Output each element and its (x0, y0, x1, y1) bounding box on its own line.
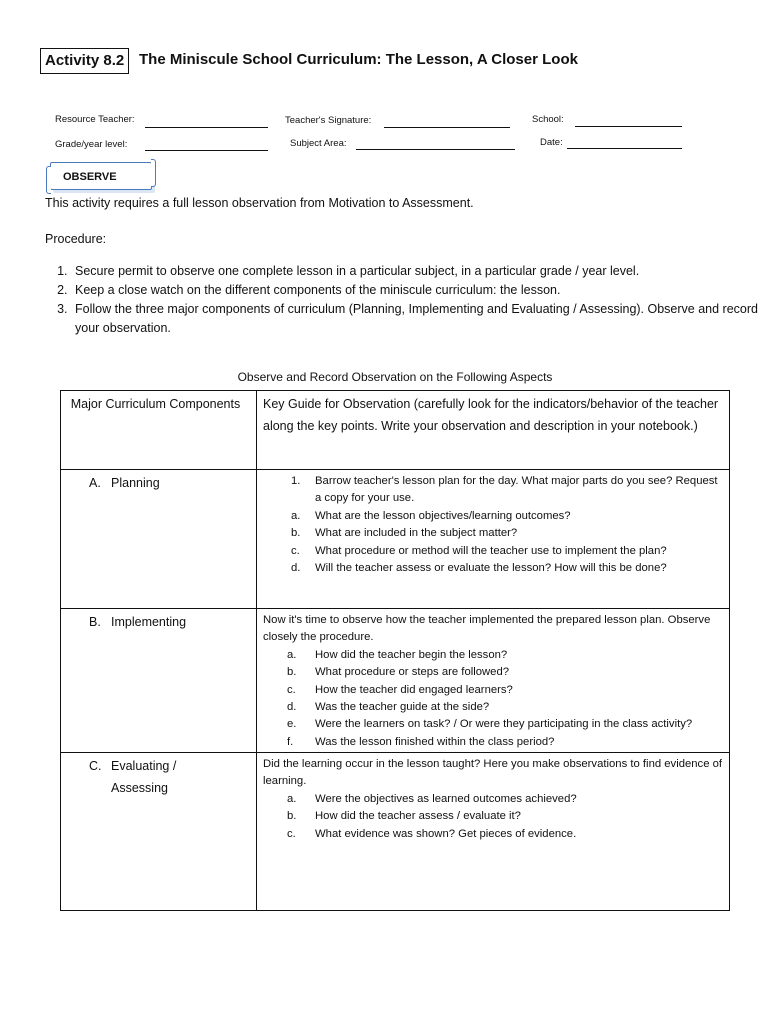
procedure-heading: Procedure: (45, 232, 107, 246)
implementing-list (263, 647, 723, 751)
component-implementing (61, 609, 257, 753)
list-item: 1. Barrow teacher's lesson plan for the day. What major parts do you see? Request a copy for your use. (291, 475, 718, 505)
guide-implementing[interactable] (257, 609, 730, 753)
list-item: b. What procedure or steps are followed? (287, 666, 510, 679)
list-item: c. What procedure or method will the teacher use to implement the plan? (291, 544, 667, 557)
procedure-list (25, 262, 768, 338)
grade-level-label: Grade/year level: (55, 139, 128, 150)
list-item: a. How did the teacher begin the lesson? (287, 648, 508, 661)
table-caption: Observe and Record Observation on the Following Aspects (237, 370, 553, 384)
component-letter: C. (89, 759, 102, 773)
component-letter: A. (89, 476, 101, 490)
procedure-step: 2. Keep a close watch on the different components of the miniscule curriculum: the lesson. (71, 281, 768, 300)
observation-table (60, 390, 730, 911)
table-row-planning (61, 470, 730, 609)
school-label: School: (532, 114, 564, 125)
list-item: b. What are included in the subject matter? (291, 527, 518, 540)
implementing-intro: Now it's time to observe how the teacher implemented the prepared lesson plan. Observe closely the procedure. (263, 614, 711, 644)
list-item: f. Was the lesson finished within the class period? (287, 735, 555, 748)
activity-label: Activity 8.2 (40, 48, 129, 74)
component-label: Evaluating / (111, 759, 177, 773)
col2-header: Key Guide for Observation (carefully look for the indicators/behavior of the teacher along the key points. Write your observation and description in your notebook.) (257, 391, 730, 470)
teacher-signature-label: Teacher's Signature: (285, 115, 372, 126)
component-planning (61, 470, 257, 609)
date-label: Date: (540, 137, 563, 148)
list-item: c. What evidence was shown? Get pieces of evidence. (287, 827, 577, 840)
evaluating-list (263, 791, 723, 843)
subject-area-line[interactable] (356, 149, 515, 150)
list-item: a. What are the lesson objectives/learning outcomes? (291, 509, 571, 522)
list-item: b. How did the teacher assess / evaluate it? (287, 810, 521, 823)
list-item: d. Will the teacher assess or evaluate the lesson? How will this be done? (291, 562, 667, 575)
page-title: The Miniscule School Curriculum: The Lesson, A Closer Look (139, 51, 578, 68)
guide-planning[interactable] (257, 470, 730, 609)
guide-evaluating[interactable] (257, 753, 730, 911)
component-label: Implementing (111, 615, 187, 629)
col1-header: Major Curriculum Components (61, 391, 257, 470)
teacher-signature-line[interactable] (384, 127, 510, 128)
table-row-implementing (61, 609, 730, 753)
planning-list (263, 473, 723, 577)
component-letter: B. (89, 615, 101, 629)
subject-area-label: Subject Area: (290, 138, 347, 149)
list-item: a. Were the objectives as learned outcomes achieved? (287, 792, 577, 805)
date-line[interactable] (567, 148, 682, 149)
school-line[interactable] (575, 126, 682, 127)
component-label-line2: Assessing (111, 781, 168, 795)
list-item: c. How the teacher did engaged learners? (287, 683, 513, 696)
intro-text: This activity requires a full lesson observation from Motivation to Assessment. (45, 196, 474, 210)
grade-level-line[interactable] (145, 150, 268, 151)
observe-tag: OBSERVE (50, 162, 152, 190)
resource-teacher-label: Resource Teacher: (55, 114, 135, 125)
component-evaluating (61, 753, 257, 911)
table-row-evaluating (61, 753, 730, 911)
procedure-step: 1. Secure permit to observe one complete lesson in a particular subject, in a particular grade / year level. (71, 262, 768, 281)
procedure-step: 3. Follow the three major components of curriculum (Planning, Implementing and Evaluating / Assessing). Observe and record your observation. (71, 300, 768, 338)
table-header-row (61, 391, 730, 470)
evaluating-intro: Did the learning occur in the lesson taught? Here you make observations to find evidence of learning. (263, 758, 723, 788)
component-label: Planning (111, 476, 160, 490)
list-item: e. Were the learners on task? / Or were they participating in the class activity? (287, 718, 693, 731)
resource-teacher-line[interactable] (145, 127, 268, 128)
list-item: d. Was the teacher guide at the side? (287, 701, 490, 714)
